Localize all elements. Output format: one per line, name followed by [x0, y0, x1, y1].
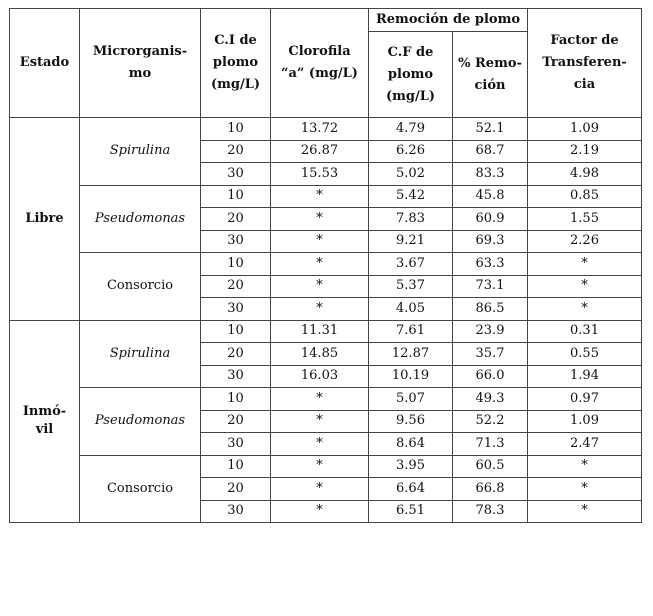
table-wrapper	[9, 8, 642, 523]
factor-cell: 0.97	[528, 388, 642, 411]
ci-cell: 20	[201, 140, 271, 163]
table-row	[10, 455, 642, 478]
pct-cell: 66.0	[453, 365, 528, 388]
pct-cell: 35.7	[453, 343, 528, 366]
factor-cell: 1.09	[528, 118, 642, 141]
pct-cell: 52.1	[453, 118, 528, 141]
cf-cell: 5.37	[369, 275, 453, 298]
factor-cell: 0.55	[528, 343, 642, 366]
ci-cell: 30	[201, 230, 271, 253]
factor-cell: *	[528, 455, 642, 478]
pct-cell: 52.2	[453, 410, 528, 433]
organism-cell: Consorcio	[80, 253, 201, 321]
clorofila-cell: *	[271, 455, 369, 478]
clorofila-cell: *	[271, 388, 369, 411]
estado-cell: Libre	[10, 118, 80, 321]
factor-cell: 1.94	[528, 365, 642, 388]
organism-cell: Spirulina	[80, 320, 201, 388]
pct-cell: 69.3	[453, 230, 528, 253]
ci-cell: 10	[201, 118, 271, 141]
header-clorofila: Clorofila “a” (mg/L)	[271, 9, 369, 118]
factor-cell: *	[528, 298, 642, 321]
factor-cell: 2.47	[528, 433, 642, 456]
ci-cell: 20	[201, 343, 271, 366]
organism-cell: Pseudomonas	[80, 388, 201, 456]
table-row	[10, 253, 642, 276]
factor-cell: 4.98	[528, 163, 642, 186]
pct-cell: 63.3	[453, 253, 528, 276]
pct-cell: 86.5	[453, 298, 528, 321]
table-row	[10, 320, 642, 343]
pct-cell: 45.8	[453, 185, 528, 208]
cf-cell: 3.67	[369, 253, 453, 276]
clorofila-cell: *	[271, 208, 369, 231]
pct-cell: 60.9	[453, 208, 528, 231]
ci-cell: 10	[201, 253, 271, 276]
clorofila-cell: *	[271, 433, 369, 456]
pct-cell: 66.8	[453, 478, 528, 501]
header-estado: Estado	[10, 9, 80, 118]
cf-cell: 4.79	[369, 118, 453, 141]
organism-cell: Spirulina	[80, 118, 201, 186]
factor-cell: 0.31	[528, 320, 642, 343]
factor-cell: 0.85	[528, 185, 642, 208]
ci-cell: 10	[201, 185, 271, 208]
ci-cell: 30	[201, 433, 271, 456]
factor-cell: *	[528, 275, 642, 298]
ci-cell: 30	[201, 365, 271, 388]
clorofila-cell: 16.03	[271, 365, 369, 388]
header-cf-plomo: C.F de plomo (mg/L)	[369, 32, 453, 118]
clorofila-cell: 15.53	[271, 163, 369, 186]
header-ci-plomo: C.I de plomo (mg/L)	[201, 9, 271, 118]
ci-cell: 20	[201, 275, 271, 298]
cf-cell: 5.02	[369, 163, 453, 186]
ci-cell: 10	[201, 320, 271, 343]
header-pct-remocion: % Remo- ción	[453, 32, 528, 118]
cf-cell: 3.95	[369, 455, 453, 478]
header-remocion-group: Remoción de plomo	[369, 9, 528, 32]
cf-cell: 7.83	[369, 208, 453, 231]
pct-cell: 71.3	[453, 433, 528, 456]
cf-cell: 6.64	[369, 478, 453, 501]
clorofila-cell: *	[271, 253, 369, 276]
factor-cell: 2.19	[528, 140, 642, 163]
clorofila-cell: *	[271, 185, 369, 208]
cf-cell: 10.19	[369, 365, 453, 388]
cf-cell: 7.61	[369, 320, 453, 343]
table-row	[10, 118, 642, 141]
ci-cell: 20	[201, 478, 271, 501]
cf-cell: 5.07	[369, 388, 453, 411]
ci-cell: 20	[201, 208, 271, 231]
table-row	[10, 388, 642, 411]
cf-cell: 4.05	[369, 298, 453, 321]
clorofila-cell: *	[271, 298, 369, 321]
cf-cell: 9.56	[369, 410, 453, 433]
pct-cell: 68.7	[453, 140, 528, 163]
organism-cell: Consorcio	[80, 455, 201, 523]
header-factor: Factor de Transferen- cia	[528, 9, 642, 118]
cf-cell: 9.21	[369, 230, 453, 253]
clorofila-cell: *	[271, 230, 369, 253]
pct-cell: 60.5	[453, 455, 528, 478]
cf-cell: 5.42	[369, 185, 453, 208]
cf-cell: 6.51	[369, 500, 453, 523]
clorofila-cell: *	[271, 275, 369, 298]
ci-cell: 30	[201, 500, 271, 523]
cf-cell: 6.26	[369, 140, 453, 163]
header-microorganismo: Microrganis- mo	[80, 9, 201, 118]
pct-cell: 73.1	[453, 275, 528, 298]
pct-cell: 83.3	[453, 163, 528, 186]
factor-cell: 2.26	[528, 230, 642, 253]
factor-cell: *	[528, 478, 642, 501]
pct-cell: 23.9	[453, 320, 528, 343]
factor-cell: 1.55	[528, 208, 642, 231]
clorofila-cell: *	[271, 500, 369, 523]
table-row	[10, 185, 642, 208]
table-body	[10, 118, 642, 523]
ci-cell: 10	[201, 455, 271, 478]
organism-cell: Pseudomonas	[80, 185, 201, 253]
pct-cell: 49.3	[453, 388, 528, 411]
ci-cell: 30	[201, 298, 271, 321]
clorofila-cell: 14.85	[271, 343, 369, 366]
pct-cell: 78.3	[453, 500, 528, 523]
cf-cell: 12.87	[369, 343, 453, 366]
clorofila-cell: 13.72	[271, 118, 369, 141]
factor-cell: *	[528, 253, 642, 276]
clorofila-cell: 26.87	[271, 140, 369, 163]
ci-cell: 30	[201, 163, 271, 186]
lead-removal-table	[9, 8, 642, 523]
clorofila-cell: *	[271, 410, 369, 433]
ci-cell: 10	[201, 388, 271, 411]
factor-cell: 1.09	[528, 410, 642, 433]
ci-cell: 20	[201, 410, 271, 433]
clorofila-cell: 11.31	[271, 320, 369, 343]
cf-cell: 8.64	[369, 433, 453, 456]
estado-cell: Inmó- vil	[10, 320, 80, 523]
clorofila-cell: *	[271, 478, 369, 501]
factor-cell: *	[528, 500, 642, 523]
